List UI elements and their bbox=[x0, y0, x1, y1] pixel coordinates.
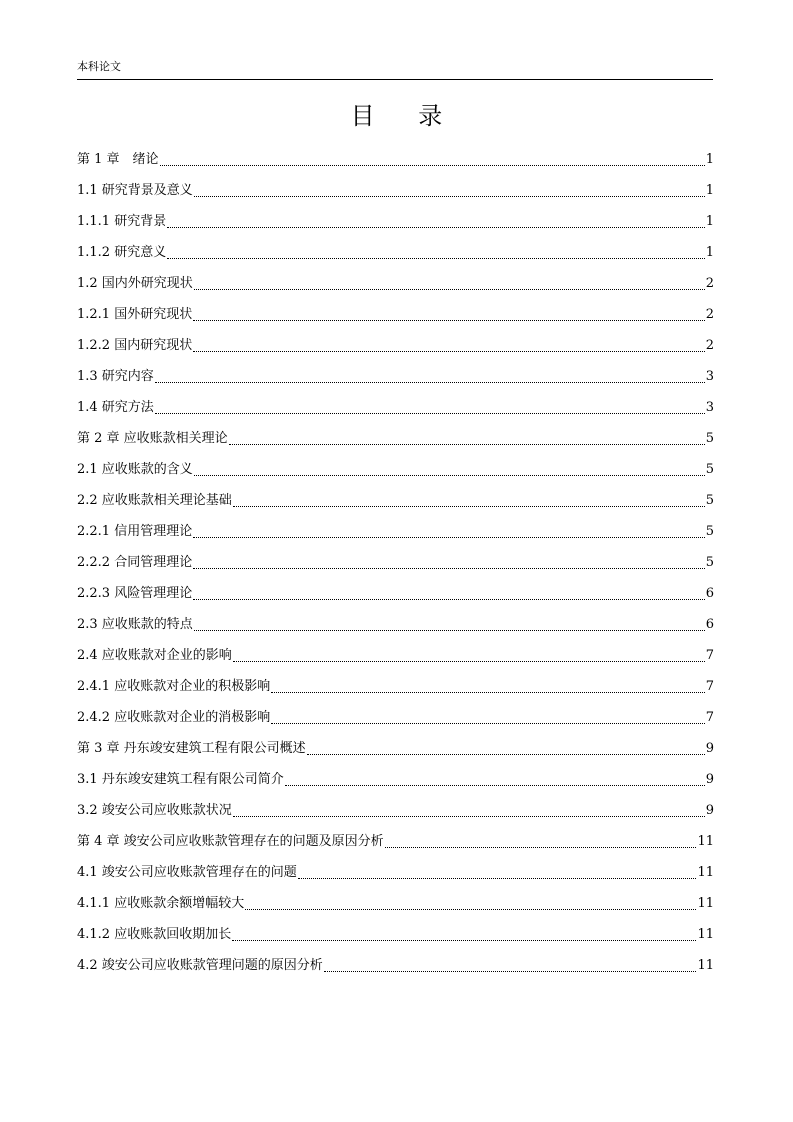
toc-leader-dots bbox=[160, 165, 705, 166]
toc-leader-dots bbox=[167, 227, 705, 228]
toc-entry[interactable] bbox=[77, 481, 714, 512]
toc-entry-page-number: 1 bbox=[705, 214, 714, 229]
toc-entry-page-number: 2 bbox=[705, 307, 714, 322]
toc-entry-label: 2.2.2 合同管理理论 bbox=[77, 555, 193, 570]
toc-leader-dots bbox=[271, 723, 705, 724]
toc-leader-dots bbox=[324, 971, 697, 972]
toc-entry[interactable] bbox=[77, 543, 714, 574]
toc-entry-page-number: 5 bbox=[705, 555, 714, 570]
toc-entry[interactable] bbox=[77, 512, 714, 543]
toc-entry-page-number: 2 bbox=[705, 338, 714, 353]
toc-entry-label: 2.4 应收账款对企业的影响 bbox=[77, 648, 232, 663]
toc-entry-label: 4.1.2 应收账款回收期加长 bbox=[77, 927, 232, 942]
toc-leader-dots bbox=[193, 320, 705, 321]
toc-leader-dots bbox=[193, 568, 705, 569]
toc-entry[interactable] bbox=[77, 791, 714, 822]
toc-entry-page-number: 7 bbox=[705, 648, 714, 663]
header-rule bbox=[77, 79, 713, 80]
toc-entry[interactable] bbox=[77, 822, 714, 853]
toc-entry-label: 4.1.1 应收账款余额增幅较大 bbox=[77, 896, 245, 911]
toc-leader-dots bbox=[298, 878, 697, 879]
toc-entry-label: 2.4.1 应收账款对企业的积极影响 bbox=[77, 679, 271, 694]
toc-leader-dots bbox=[194, 289, 705, 290]
toc-entry-label: 2.1 应收账款的含义 bbox=[77, 462, 193, 477]
toc-entry-label: 3.1 丹东竣安建筑工程有限公司简介 bbox=[77, 772, 284, 787]
toc-entry-page-number: 9 bbox=[705, 741, 714, 756]
toc-leader-dots bbox=[307, 754, 705, 755]
toc-entry-label: 4.2 竣安公司应收账款管理问题的原因分析 bbox=[77, 958, 323, 973]
toc-entry[interactable] bbox=[77, 884, 714, 915]
toc-leader-dots bbox=[245, 909, 696, 910]
toc-entry-page-number: 6 bbox=[705, 586, 714, 601]
toc-entry-page-number: 5 bbox=[705, 493, 714, 508]
toc-leader-dots bbox=[385, 847, 697, 848]
toc-leader-dots bbox=[229, 444, 705, 445]
toc-entry-page-number: 11 bbox=[697, 927, 714, 942]
toc-entry-label: 第 1 章 绪论 bbox=[77, 152, 159, 167]
toc-entry-page-number: 3 bbox=[705, 400, 714, 415]
toc-entry[interactable] bbox=[77, 915, 714, 946]
toc-entry-label: 3.2 竣安公司应收账款状况 bbox=[77, 803, 232, 818]
toc-entry[interactable] bbox=[77, 698, 714, 729]
toc-entry[interactable] bbox=[77, 326, 714, 357]
toc-entry-label: 2.2.1 信用管理理论 bbox=[77, 524, 193, 539]
toc-leader-dots bbox=[232, 940, 696, 941]
toc-entry-label: 4.1 竣安公司应收账款管理存在的问题 bbox=[77, 865, 297, 880]
toc-leader-dots bbox=[233, 661, 705, 662]
toc-leader-dots bbox=[271, 692, 705, 693]
toc-entry[interactable] bbox=[77, 140, 714, 171]
toc-entry-label: 2.3 应收账款的特点 bbox=[77, 617, 193, 632]
toc-entry-page-number: 1 bbox=[705, 152, 714, 167]
toc-entry-page-number: 11 bbox=[697, 834, 714, 849]
toc-leader-dots bbox=[285, 785, 705, 786]
toc-entry[interactable] bbox=[77, 264, 714, 295]
toc-entry[interactable] bbox=[77, 946, 714, 977]
toc-entry-page-number: 7 bbox=[705, 679, 714, 694]
table-of-contents bbox=[77, 140, 714, 977]
toc-leader-dots bbox=[155, 382, 705, 383]
toc-entry[interactable] bbox=[77, 853, 714, 884]
toc-entry[interactable] bbox=[77, 419, 714, 450]
toc-entry[interactable] bbox=[77, 202, 714, 233]
toc-entry-page-number: 9 bbox=[705, 772, 714, 787]
toc-title: 目 录 bbox=[350, 102, 461, 130]
toc-entry[interactable] bbox=[77, 667, 714, 698]
toc-entry[interactable] bbox=[77, 450, 714, 481]
toc-entry[interactable] bbox=[77, 605, 714, 636]
toc-entry-page-number: 5 bbox=[705, 462, 714, 477]
toc-entry-label: 第 4 章 竣安公司应收账款管理存在的问题及原因分析 bbox=[77, 834, 384, 849]
toc-entry-page-number: 5 bbox=[705, 431, 714, 446]
toc-entry-label: 1.2 国内外研究现状 bbox=[77, 276, 193, 291]
toc-entry-label: 第 2 章 应收账款相关理论 bbox=[77, 431, 228, 446]
toc-entry[interactable] bbox=[77, 636, 714, 667]
toc-entry-page-number: 11 bbox=[697, 896, 714, 911]
toc-entry-label: 2.4.2 应收账款对企业的消极影响 bbox=[77, 710, 271, 725]
toc-entry-page-number: 3 bbox=[705, 369, 714, 384]
toc-entry-page-number: 11 bbox=[697, 865, 714, 880]
toc-entry-label: 2.2.3 风险管理理论 bbox=[77, 586, 193, 601]
toc-entry[interactable] bbox=[77, 574, 714, 605]
toc-entry-page-number: 9 bbox=[705, 803, 714, 818]
toc-entry-page-number: 7 bbox=[705, 710, 714, 725]
toc-entry-label: 2.2 应收账款相关理论基础 bbox=[77, 493, 232, 508]
toc-entry-label: 1.3 研究内容 bbox=[77, 369, 154, 384]
toc-leader-dots bbox=[167, 258, 705, 259]
running-header: 本科论文 bbox=[77, 60, 121, 73]
toc-entry-label: 第 3 章 丹东竣安建筑工程有限公司概述 bbox=[77, 741, 306, 756]
toc-entry-label: 1.4 研究方法 bbox=[77, 400, 154, 415]
toc-entry-page-number: 2 bbox=[705, 276, 714, 291]
toc-entry-page-number: 1 bbox=[705, 183, 714, 198]
toc-entry-page-number: 1 bbox=[705, 245, 714, 260]
toc-entry-label: 1.1.2 研究意义 bbox=[77, 245, 167, 260]
toc-entry[interactable] bbox=[77, 760, 714, 791]
toc-leader-dots bbox=[193, 599, 705, 600]
toc-leader-dots bbox=[194, 196, 705, 197]
toc-entry[interactable] bbox=[77, 357, 714, 388]
toc-leader-dots bbox=[155, 413, 705, 414]
toc-leader-dots bbox=[194, 475, 705, 476]
toc-entry-label: 1.2.2 国内研究现状 bbox=[77, 338, 193, 353]
toc-leader-dots bbox=[233, 816, 705, 817]
toc-entry-label: 1.2.1 国外研究现状 bbox=[77, 307, 193, 322]
toc-entry[interactable] bbox=[77, 295, 714, 326]
toc-leader-dots bbox=[193, 537, 705, 538]
toc-entry-page-number: 11 bbox=[697, 958, 714, 973]
toc-entry[interactable] bbox=[77, 729, 714, 760]
toc-entry-page-number: 5 bbox=[705, 524, 714, 539]
toc-entry-page-number: 6 bbox=[705, 617, 714, 632]
toc-entry-label: 1.1.1 研究背景 bbox=[77, 214, 167, 229]
toc-leader-dots bbox=[194, 630, 705, 631]
toc-entry[interactable] bbox=[77, 233, 714, 264]
toc-entry[interactable] bbox=[77, 171, 714, 202]
toc-entry[interactable] bbox=[77, 388, 714, 419]
toc-leader-dots bbox=[233, 506, 705, 507]
toc-leader-dots bbox=[193, 351, 705, 352]
toc-entry-label: 1.1 研究背景及意义 bbox=[77, 183, 193, 198]
